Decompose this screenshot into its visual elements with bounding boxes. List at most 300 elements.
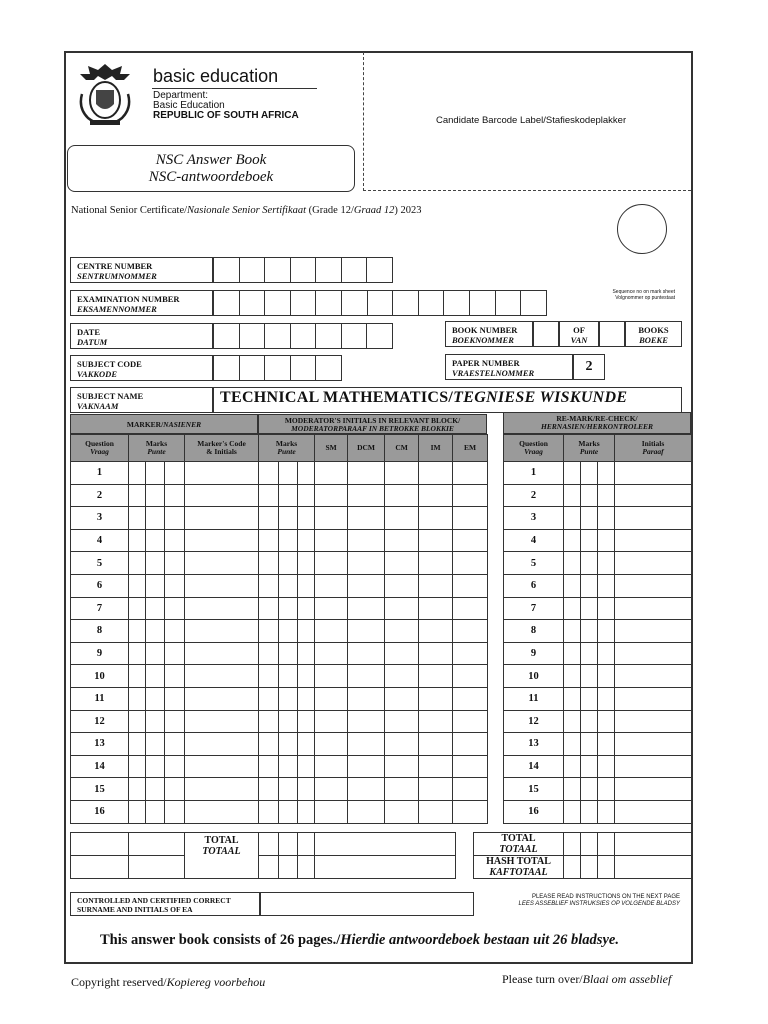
total-cell[interactable]: [598, 856, 615, 879]
table-row: [504, 733, 692, 756]
mark-cell[interactable]: [453, 620, 488, 643]
mark-cell[interactable]: [453, 484, 488, 507]
mark-cell[interactable]: [185, 620, 259, 643]
mark-cell[interactable]: [146, 529, 165, 552]
remark-cell[interactable]: [598, 620, 615, 643]
mark-cell[interactable]: [129, 597, 146, 620]
mark-cell[interactable]: [259, 574, 279, 597]
mark-cell[interactable]: [385, 755, 419, 778]
remark-cell[interactable]: [598, 552, 615, 575]
mark-cell[interactable]: [453, 642, 488, 665]
remark-cell[interactable]: [581, 620, 598, 643]
controlled-field[interactable]: [260, 892, 474, 916]
mark-cell[interactable]: [385, 552, 419, 575]
mark-cell[interactable]: [298, 574, 315, 597]
mark-cell[interactable]: [165, 484, 185, 507]
mark-cell[interactable]: [185, 800, 259, 823]
mark-cell[interactable]: [165, 687, 185, 710]
mark-cell[interactable]: [419, 778, 453, 801]
mark-cell[interactable]: [348, 687, 385, 710]
mark-cell[interactable]: [315, 552, 348, 575]
centre-number-field[interactable]: [213, 257, 393, 283]
remark-cell[interactable]: [598, 462, 615, 485]
mark-cell[interactable]: [315, 800, 348, 823]
mark-cell[interactable]: [279, 710, 298, 733]
total-cell[interactable]: [581, 856, 598, 879]
remark-cell[interactable]: [615, 507, 692, 530]
remark-cell[interactable]: [581, 778, 598, 801]
mark-cell[interactable]: [146, 552, 165, 575]
mark-cell[interactable]: [453, 665, 488, 688]
mark-cell[interactable]: [348, 642, 385, 665]
mark-cell[interactable]: [129, 642, 146, 665]
mark-cell[interactable]: [146, 462, 165, 485]
mark-cell[interactable]: [419, 642, 453, 665]
mark-cell[interactable]: [315, 687, 348, 710]
mark-cell[interactable]: [129, 778, 146, 801]
remark-cell[interactable]: [581, 484, 598, 507]
mark-cell[interactable]: [298, 665, 315, 688]
remark-cell[interactable]: [598, 665, 615, 688]
mark-cell[interactable]: [129, 687, 146, 710]
remark-cell[interactable]: [598, 597, 615, 620]
mark-cell[interactable]: [279, 507, 298, 530]
remark-cell[interactable]: [598, 733, 615, 756]
mark-cell[interactable]: [315, 529, 348, 552]
mark-cell[interactable]: [165, 733, 185, 756]
mark-cell[interactable]: [298, 552, 315, 575]
total-cell[interactable]: [564, 833, 581, 856]
mark-cell[interactable]: [385, 574, 419, 597]
remark-cell[interactable]: [564, 507, 581, 530]
remark-cell[interactable]: [564, 755, 581, 778]
mark-cell[interactable]: [419, 620, 453, 643]
remark-cell[interactable]: [598, 507, 615, 530]
remark-cell[interactable]: [615, 778, 692, 801]
remark-cell[interactable]: [598, 642, 615, 665]
mark-cell[interactable]: [298, 755, 315, 778]
mark-cell[interactable]: [453, 710, 488, 733]
remark-cell[interactable]: [581, 507, 598, 530]
remark-cell[interactable]: [564, 620, 581, 643]
mark-cell[interactable]: [419, 800, 453, 823]
mark-cell[interactable]: [453, 733, 488, 756]
mark-cell[interactable]: [259, 800, 279, 823]
mark-cell[interactable]: [129, 462, 146, 485]
mark-cell[interactable]: [259, 665, 279, 688]
mark-cell[interactable]: [298, 687, 315, 710]
total-cell[interactable]: [315, 856, 456, 879]
mark-cell[interactable]: [279, 687, 298, 710]
books-label: [625, 321, 682, 347]
mark-cell[interactable]: [348, 755, 385, 778]
remark-cell[interactable]: [564, 778, 581, 801]
mark-cell[interactable]: [298, 800, 315, 823]
col-marks: Marks Punte: [129, 435, 185, 462]
mark-cell[interactable]: [419, 462, 453, 485]
mark-cell[interactable]: [419, 710, 453, 733]
remark-cell[interactable]: [564, 687, 581, 710]
total-cell[interactable]: [581, 833, 598, 856]
mark-cell[interactable]: [419, 507, 453, 530]
total-cell[interactable]: [71, 833, 129, 856]
remark-cell[interactable]: [581, 552, 598, 575]
mark-cell[interactable]: [419, 574, 453, 597]
remark-cell[interactable]: [564, 597, 581, 620]
of-af: VAN: [570, 335, 588, 345]
remark-cell[interactable]: [564, 642, 581, 665]
mark-cell[interactable]: [315, 665, 348, 688]
mark-cell[interactable]: [385, 529, 419, 552]
mark-cell[interactable]: [259, 462, 279, 485]
table-row: [71, 462, 488, 485]
mark-cell[interactable]: [165, 462, 185, 485]
remark-totals: [473, 832, 692, 879]
mark-cell[interactable]: [146, 620, 165, 643]
remark-cell[interactable]: [598, 800, 615, 823]
remark-cell[interactable]: [581, 597, 598, 620]
remark-cell[interactable]: [598, 778, 615, 801]
total-cell[interactable]: [129, 856, 185, 879]
mark-cell[interactable]: [385, 507, 419, 530]
mark-cell[interactable]: [385, 642, 419, 665]
mark-cell[interactable]: [165, 620, 185, 643]
mark-cell[interactable]: [348, 710, 385, 733]
mark-cell[interactable]: [419, 484, 453, 507]
mark-cell[interactable]: [165, 529, 185, 552]
mark-cell[interactable]: [453, 529, 488, 552]
total-cell[interactable]: [259, 833, 279, 856]
mark-cell[interactable]: [315, 620, 348, 643]
remark-cell[interactable]: [564, 574, 581, 597]
mark-cell[interactable]: [279, 800, 298, 823]
remark-cell[interactable]: [615, 529, 692, 552]
mark-cell[interactable]: [279, 642, 298, 665]
total-cell[interactable]: [615, 856, 692, 879]
mark-cell[interactable]: [453, 574, 488, 597]
mark-cell[interactable]: [315, 484, 348, 507]
exam-number-field[interactable]: [213, 290, 547, 316]
mark-cell[interactable]: [419, 529, 453, 552]
book-number-field[interactable]: [533, 321, 559, 347]
remark-cell[interactable]: [598, 755, 615, 778]
remark-cell[interactable]: [615, 620, 692, 643]
remark-cell[interactable]: [615, 642, 692, 665]
mark-cell[interactable]: [185, 507, 259, 530]
remark-cell[interactable]: [581, 687, 598, 710]
mark-cell[interactable]: [453, 755, 488, 778]
mark-cell[interactable]: [165, 574, 185, 597]
mark-cell[interactable]: [165, 597, 185, 620]
mark-cell[interactable]: [279, 778, 298, 801]
remark-cell[interactable]: [615, 665, 692, 688]
mark-cell[interactable]: [315, 710, 348, 733]
mark-cell[interactable]: [185, 778, 259, 801]
answer-book-en: NSC Answer Book: [155, 152, 267, 168]
mark-cell[interactable]: [385, 733, 419, 756]
mark-cell[interactable]: [298, 462, 315, 485]
mark-cell[interactable]: [298, 778, 315, 801]
mark-cell[interactable]: [185, 733, 259, 756]
mark-cell[interactable]: [129, 665, 146, 688]
remark-cell[interactable]: [581, 665, 598, 688]
mark-cell[interactable]: [185, 755, 259, 778]
mark-cell[interactable]: [419, 687, 453, 710]
mark-cell[interactable]: [259, 552, 279, 575]
mark-cell[interactable]: [385, 800, 419, 823]
remark-cell[interactable]: [564, 484, 581, 507]
mark-cell[interactable]: [419, 665, 453, 688]
mark-cell[interactable]: [185, 597, 259, 620]
mark-cell[interactable]: [348, 665, 385, 688]
mark-cell[interactable]: [259, 687, 279, 710]
mark-cell[interactable]: [348, 462, 385, 485]
mark-cell[interactable]: [419, 552, 453, 575]
remark-cell[interactable]: [581, 574, 598, 597]
total-cell[interactable]: [298, 833, 315, 856]
mark-cell[interactable]: [298, 597, 315, 620]
mark-cell[interactable]: [129, 755, 146, 778]
mark-cell[interactable]: [315, 462, 348, 485]
remark-cell[interactable]: [615, 687, 692, 710]
mark-cell[interactable]: [315, 597, 348, 620]
books-en: BOOKS: [638, 325, 669, 335]
mark-cell[interactable]: [315, 733, 348, 756]
table-row: [504, 710, 692, 733]
mark-cell[interactable]: [165, 710, 185, 733]
remark-cell[interactable]: [615, 800, 692, 823]
total-cell[interactable]: [259, 856, 279, 879]
total-cell[interactable]: [298, 856, 315, 879]
mark-cell[interactable]: [259, 484, 279, 507]
mark-cell[interactable]: [259, 642, 279, 665]
total-cell[interactable]: [279, 833, 298, 856]
mark-cell[interactable]: [165, 642, 185, 665]
table-row: [504, 574, 692, 597]
remark-cell[interactable]: [564, 552, 581, 575]
mark-cell[interactable]: [146, 574, 165, 597]
mark-cell[interactable]: [129, 620, 146, 643]
total-cell[interactable]: [564, 856, 581, 879]
total-cell[interactable]: [315, 833, 456, 856]
mark-cell[interactable]: [385, 710, 419, 733]
mark-cell[interactable]: [453, 462, 488, 485]
paper-af: VRAESTELNOMMER: [452, 368, 535, 378]
mark-cell[interactable]: [146, 800, 165, 823]
mark-cell[interactable]: [348, 800, 385, 823]
mark-cell[interactable]: [298, 642, 315, 665]
mark-cell[interactable]: [259, 597, 279, 620]
remark-cell[interactable]: [581, 462, 598, 485]
total-cell[interactable]: [615, 833, 692, 856]
remark-cell[interactable]: [598, 710, 615, 733]
mark-cell[interactable]: [185, 710, 259, 733]
mark-cell[interactable]: [315, 642, 348, 665]
mark-cell[interactable]: [453, 687, 488, 710]
mark-cell[interactable]: [279, 529, 298, 552]
mark-cell[interactable]: [185, 665, 259, 688]
remark-cell[interactable]: [598, 529, 615, 552]
mark-cell[interactable]: [315, 755, 348, 778]
read-af: LEES ASSEBLIEF INSTRUKSIES OP VOLGENDE BLADSY: [518, 901, 680, 907]
mark-cell[interactable]: [453, 552, 488, 575]
mark-cell[interactable]: [348, 597, 385, 620]
remark-cell[interactable]: [581, 529, 598, 552]
total-cell[interactable]: [71, 856, 129, 879]
date-field[interactable]: [213, 323, 393, 349]
mark-cell[interactable]: [146, 597, 165, 620]
mark-cell[interactable]: [385, 597, 419, 620]
mark-cell[interactable]: [453, 507, 488, 530]
subject-code-field[interactable]: [213, 355, 342, 381]
mark-cell[interactable]: [259, 778, 279, 801]
remark-cell[interactable]: [581, 755, 598, 778]
mark-cell[interactable]: [315, 778, 348, 801]
mark-cell[interactable]: [129, 800, 146, 823]
mark-cell[interactable]: [129, 507, 146, 530]
mark-cell[interactable]: [279, 665, 298, 688]
mark-cell[interactable]: [165, 507, 185, 530]
remark-cell[interactable]: [564, 529, 581, 552]
mark-cell[interactable]: [348, 574, 385, 597]
remark-cell[interactable]: [598, 574, 615, 597]
mark-cell[interactable]: [185, 552, 259, 575]
mark-cell[interactable]: [259, 529, 279, 552]
remark-cell[interactable]: [581, 642, 598, 665]
mark-cell[interactable]: [185, 529, 259, 552]
mark-cell[interactable]: [185, 642, 259, 665]
remark-cell[interactable]: [615, 574, 692, 597]
mark-cell[interactable]: [129, 710, 146, 733]
question-number: 1: [71, 462, 129, 485]
remark-cell[interactable]: [615, 462, 692, 485]
remark-cell[interactable]: [615, 484, 692, 507]
remark-cell[interactable]: [615, 733, 692, 756]
mark-cell[interactable]: [259, 620, 279, 643]
mark-cell[interactable]: [165, 800, 185, 823]
mark-cell[interactable]: [129, 552, 146, 575]
mark-cell[interactable]: [385, 484, 419, 507]
mark-cell[interactable]: [385, 687, 419, 710]
mark-cell[interactable]: [146, 733, 165, 756]
mark-cell[interactable]: [129, 484, 146, 507]
remark-cell[interactable]: [581, 800, 598, 823]
remark-cell[interactable]: [615, 552, 692, 575]
remark-cell[interactable]: [564, 800, 581, 823]
total-cell[interactable]: [279, 856, 298, 879]
remark-cell[interactable]: [581, 733, 598, 756]
total-cell[interactable]: [598, 833, 615, 856]
mark-cell[interactable]: [419, 755, 453, 778]
mark-cell[interactable]: [385, 778, 419, 801]
mark-cell[interactable]: [165, 755, 185, 778]
mark-cell[interactable]: [185, 687, 259, 710]
mark-cell[interactable]: [279, 552, 298, 575]
remark-cell[interactable]: [564, 733, 581, 756]
mark-cell[interactable]: [298, 507, 315, 530]
mark-cell[interactable]: [146, 642, 165, 665]
mark-cell[interactable]: [185, 462, 259, 485]
mark-cell[interactable]: [129, 574, 146, 597]
remark-cell[interactable]: [564, 665, 581, 688]
mark-cell[interactable]: [298, 484, 315, 507]
mark-cell[interactable]: [348, 620, 385, 643]
mark-cell[interactable]: [348, 552, 385, 575]
paper-number-value[interactable]: 2: [573, 354, 605, 380]
mark-cell[interactable]: [419, 733, 453, 756]
mark-cell[interactable]: [315, 507, 348, 530]
mark-cell[interactable]: [298, 710, 315, 733]
mark-cell[interactable]: [129, 529, 146, 552]
mark-cell[interactable]: [453, 800, 488, 823]
mark-cell[interactable]: [146, 687, 165, 710]
mark-cell[interactable]: [129, 733, 146, 756]
mark-cell[interactable]: [453, 778, 488, 801]
mark-cell[interactable]: [348, 507, 385, 530]
mark-cell[interactable]: [146, 755, 165, 778]
remark-cell[interactable]: [564, 710, 581, 733]
mark-cell[interactable]: [279, 484, 298, 507]
remark-cell[interactable]: [615, 597, 692, 620]
mark-cell[interactable]: [348, 733, 385, 756]
mark-cell[interactable]: [298, 620, 315, 643]
mark-cell[interactable]: [419, 597, 453, 620]
mark-cell[interactable]: [348, 529, 385, 552]
mark-cell[interactable]: [185, 574, 259, 597]
remark-cell[interactable]: [564, 462, 581, 485]
total-cell[interactable]: [129, 833, 185, 856]
mark-cell[interactable]: [385, 620, 419, 643]
mark-cell[interactable]: [146, 665, 165, 688]
mark-cell[interactable]: [165, 665, 185, 688]
mark-cell[interactable]: [315, 574, 348, 597]
mark-cell[interactable]: [385, 462, 419, 485]
mark-cell[interactable]: [146, 710, 165, 733]
mark-cell[interactable]: [279, 733, 298, 756]
mark-cell[interactable]: [146, 507, 165, 530]
question-number: 5: [504, 552, 564, 575]
turn-over: [502, 972, 671, 987]
mark-cell[interactable]: [146, 484, 165, 507]
mark-cell[interactable]: [453, 597, 488, 620]
mark-cell[interactable]: [259, 755, 279, 778]
mark-cell[interactable]: [259, 733, 279, 756]
mark-cell[interactable]: [279, 755, 298, 778]
remark-cell[interactable]: [615, 710, 692, 733]
mark-cell[interactable]: [259, 710, 279, 733]
mark-cell[interactable]: [185, 484, 259, 507]
mark-cell[interactable]: [298, 733, 315, 756]
remark-cell[interactable]: [581, 710, 598, 733]
col-cm: CM: [385, 435, 419, 462]
total-books-field[interactable]: [599, 321, 625, 347]
mark-cell[interactable]: [146, 778, 165, 801]
mark-cell[interactable]: [348, 484, 385, 507]
mark-cell[interactable]: [348, 778, 385, 801]
mark-cell[interactable]: [165, 552, 185, 575]
mark-cell[interactable]: [279, 462, 298, 485]
remark-cell[interactable]: [615, 755, 692, 778]
remark-cell[interactable]: [598, 484, 615, 507]
remark-cell[interactable]: [598, 687, 615, 710]
mark-cell[interactable]: [279, 620, 298, 643]
mark-cell[interactable]: [385, 665, 419, 688]
mark-cell[interactable]: [165, 778, 185, 801]
mark-cell[interactable]: [259, 507, 279, 530]
mark-cell[interactable]: [279, 597, 298, 620]
mark-cell[interactable]: [298, 529, 315, 552]
mark-cell[interactable]: [279, 574, 298, 597]
